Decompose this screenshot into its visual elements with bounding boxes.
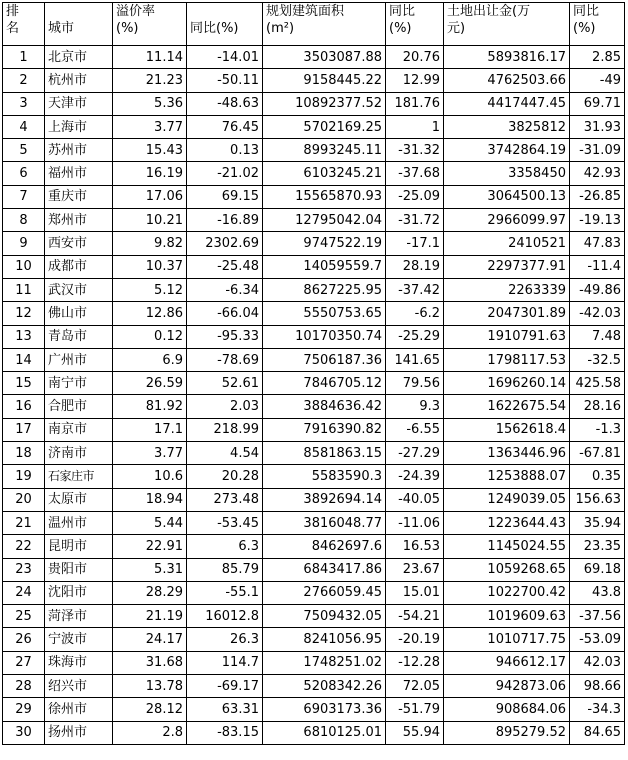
- premium-yoy-cell: 114.7: [187, 651, 263, 674]
- header-premium-rate: 溢价率 (%): [113, 3, 187, 46]
- city-cell: 天津市: [45, 92, 113, 115]
- table-row: [3, 698, 625, 721]
- revenue-yoy-cell: -32.5: [570, 348, 625, 371]
- revenue-yoy-cell: 2.85: [570, 46, 625, 69]
- premium-yoy-cell: 4.54: [187, 442, 263, 465]
- city-cell: 广州市: [45, 348, 113, 371]
- rank-cell: 8: [3, 209, 45, 232]
- planned-area-cell: 2766059.45: [263, 581, 386, 604]
- rank-cell: 27: [3, 651, 45, 674]
- table-row: [3, 395, 625, 418]
- area-yoy-cell: 72.05: [386, 675, 444, 698]
- area-yoy-cell: -6.55: [386, 418, 444, 441]
- land-revenue-cell: 2410521: [444, 232, 570, 255]
- city-cell: 北京市: [45, 46, 113, 69]
- area-yoy-cell: -20.19: [386, 628, 444, 651]
- area-yoy-cell: -6.2: [386, 302, 444, 325]
- land-revenue-cell: 942873.06: [444, 675, 570, 698]
- rank-cell: 21: [3, 511, 45, 534]
- table-row: [3, 209, 625, 232]
- revenue-yoy-cell: -11.4: [570, 255, 625, 278]
- land-revenue-cell: 3358450: [444, 162, 570, 185]
- rank-cell: 2: [3, 69, 45, 92]
- revenue-yoy-cell: -37.56: [570, 605, 625, 628]
- table-row: [3, 605, 625, 628]
- premium-yoy-cell: 16012.8: [187, 605, 263, 628]
- table-row: [3, 278, 625, 301]
- land-revenue-cell: 1145024.55: [444, 535, 570, 558]
- land-ranking-table: [2, 2, 625, 745]
- table-row: [3, 302, 625, 325]
- planned-area-cell: 8462697.6: [263, 535, 386, 558]
- rank-cell: 9: [3, 232, 45, 255]
- revenue-yoy-cell: 98.66: [570, 675, 625, 698]
- premium-rate-cell: 21.19: [113, 605, 187, 628]
- rank-cell: 18: [3, 442, 45, 465]
- city-cell: 温州市: [45, 511, 113, 534]
- area-yoy-cell: -11.06: [386, 511, 444, 534]
- rank-cell: 15: [3, 372, 45, 395]
- revenue-yoy-cell: 84.65: [570, 721, 625, 744]
- table-row: [3, 325, 625, 348]
- area-yoy-cell: 141.65: [386, 348, 444, 371]
- revenue-yoy-cell: -42.03: [570, 302, 625, 325]
- rank-cell: 13: [3, 325, 45, 348]
- revenue-yoy-cell: 7.48: [570, 325, 625, 348]
- premium-yoy-cell: 273.48: [187, 488, 263, 511]
- revenue-yoy-cell: 31.93: [570, 115, 625, 138]
- premium-yoy-cell: 76.45: [187, 115, 263, 138]
- premium-yoy-cell: 0.13: [187, 139, 263, 162]
- table-row: [3, 348, 625, 371]
- planned-area-cell: 10892377.52: [263, 92, 386, 115]
- premium-yoy-cell: -78.69: [187, 348, 263, 371]
- area-yoy-cell: -12.28: [386, 651, 444, 674]
- table-row: [3, 372, 625, 395]
- premium-yoy-cell: -53.45: [187, 511, 263, 534]
- land-revenue-cell: 1253888.07: [444, 465, 570, 488]
- land-revenue-cell: 5893816.17: [444, 46, 570, 69]
- area-yoy-cell: -40.05: [386, 488, 444, 511]
- revenue-yoy-cell: 69.71: [570, 92, 625, 115]
- revenue-yoy-cell: 47.83: [570, 232, 625, 255]
- rank-cell: 1: [3, 46, 45, 69]
- planned-area-cell: 3816048.77: [263, 511, 386, 534]
- premium-rate-cell: 10.6: [113, 465, 187, 488]
- premium-yoy-cell: 218.99: [187, 418, 263, 441]
- premium-rate-cell: 10.37: [113, 255, 187, 278]
- header-rank: 排 名: [3, 3, 45, 46]
- premium-rate-cell: 2.8: [113, 721, 187, 744]
- rank-cell: 19: [3, 465, 45, 488]
- table-row: [3, 232, 625, 255]
- table-row: [3, 535, 625, 558]
- premium-yoy-cell: -55.1: [187, 581, 263, 604]
- table-row: [3, 255, 625, 278]
- table-row: [3, 185, 625, 208]
- land-revenue-cell: 908684.06: [444, 698, 570, 721]
- revenue-yoy-cell: -19.13: [570, 209, 625, 232]
- area-yoy-cell: 16.53: [386, 535, 444, 558]
- header-city: 城市: [45, 3, 113, 46]
- planned-area-cell: 10170350.74: [263, 325, 386, 348]
- table-row: [3, 69, 625, 92]
- planned-area-cell: 8241056.95: [263, 628, 386, 651]
- premium-rate-cell: 15.43: [113, 139, 187, 162]
- premium-rate-cell: 13.78: [113, 675, 187, 698]
- table-row: [3, 675, 625, 698]
- header-row: [3, 3, 625, 46]
- planned-area-cell: 6103245.21: [263, 162, 386, 185]
- city-cell: 成都市: [45, 255, 113, 278]
- rank-cell: 10: [3, 255, 45, 278]
- area-yoy-cell: -25.29: [386, 325, 444, 348]
- city-cell: 杭州市: [45, 69, 113, 92]
- rank-cell: 29: [3, 698, 45, 721]
- premium-rate-cell: 21.23: [113, 69, 187, 92]
- revenue-yoy-cell: -31.09: [570, 139, 625, 162]
- revenue-yoy-cell: 425.58: [570, 372, 625, 395]
- city-cell: 徐州市: [45, 698, 113, 721]
- rank-cell: 7: [3, 185, 45, 208]
- area-yoy-cell: -31.32: [386, 139, 444, 162]
- land-revenue-cell: 1798117.53: [444, 348, 570, 371]
- city-cell: 青岛市: [45, 325, 113, 348]
- premium-rate-cell: 5.12: [113, 278, 187, 301]
- area-yoy-cell: 23.67: [386, 558, 444, 581]
- land-revenue-cell: 1910791.63: [444, 325, 570, 348]
- premium-rate-cell: 12.86: [113, 302, 187, 325]
- revenue-yoy-cell: 69.18: [570, 558, 625, 581]
- planned-area-cell: 8993245.11: [263, 139, 386, 162]
- rank-cell: 28: [3, 675, 45, 698]
- revenue-yoy-cell: 42.03: [570, 651, 625, 674]
- rank-cell: 12: [3, 302, 45, 325]
- city-cell: 郑州市: [45, 209, 113, 232]
- header-planned-area: 规划建筑面积 (m²): [263, 3, 386, 46]
- planned-area-cell: 3884636.42: [263, 395, 386, 418]
- header-premium-yoy: 同比(%): [187, 3, 263, 46]
- area-yoy-cell: -51.79: [386, 698, 444, 721]
- planned-area-cell: 3892694.14: [263, 488, 386, 511]
- rank-cell: 23: [3, 558, 45, 581]
- header-revenue-yoy: 同比 (%): [570, 3, 625, 46]
- premium-rate-cell: 28.29: [113, 581, 187, 604]
- rank-cell: 24: [3, 581, 45, 604]
- premium-rate-cell: 6.9: [113, 348, 187, 371]
- city-cell: 苏州市: [45, 139, 113, 162]
- premium-rate-cell: 9.82: [113, 232, 187, 255]
- premium-rate-cell: 11.14: [113, 46, 187, 69]
- land-revenue-cell: 3825812: [444, 115, 570, 138]
- planned-area-cell: 6903173.36: [263, 698, 386, 721]
- revenue-yoy-cell: -34.3: [570, 698, 625, 721]
- land-revenue-cell: 3742864.19: [444, 139, 570, 162]
- land-revenue-cell: 1363446.96: [444, 442, 570, 465]
- revenue-yoy-cell: -26.85: [570, 185, 625, 208]
- premium-yoy-cell: -66.04: [187, 302, 263, 325]
- premium-yoy-cell: 52.61: [187, 372, 263, 395]
- premium-rate-cell: 81.92: [113, 395, 187, 418]
- premium-rate-cell: 17.1: [113, 418, 187, 441]
- city-cell: 珠海市: [45, 651, 113, 674]
- planned-area-cell: 7509432.05: [263, 605, 386, 628]
- city-cell: 武汉市: [45, 278, 113, 301]
- rank-cell: 16: [3, 395, 45, 418]
- planned-area-cell: 5550753.65: [263, 302, 386, 325]
- table-row: [3, 115, 625, 138]
- land-revenue-cell: 2297377.91: [444, 255, 570, 278]
- area-yoy-cell: 20.76: [386, 46, 444, 69]
- land-revenue-cell: 1622675.54: [444, 395, 570, 418]
- city-cell: 重庆市: [45, 185, 113, 208]
- premium-yoy-cell: 6.3: [187, 535, 263, 558]
- premium-rate-cell: 31.68: [113, 651, 187, 674]
- revenue-yoy-cell: -1.3: [570, 418, 625, 441]
- land-revenue-cell: 895279.52: [444, 721, 570, 744]
- premium-yoy-cell: -48.63: [187, 92, 263, 115]
- city-cell: 福州市: [45, 162, 113, 185]
- planned-area-cell: 8581863.15: [263, 442, 386, 465]
- city-cell: 济南市: [45, 442, 113, 465]
- premium-yoy-cell: -69.17: [187, 675, 263, 698]
- table-row: [3, 488, 625, 511]
- premium-yoy-cell: 2302.69: [187, 232, 263, 255]
- planned-area-cell: 14059559.7: [263, 255, 386, 278]
- premium-yoy-cell: 26.3: [187, 628, 263, 651]
- planned-area-cell: 8627225.95: [263, 278, 386, 301]
- table-row: [3, 511, 625, 534]
- area-yoy-cell: 15.01: [386, 581, 444, 604]
- land-revenue-cell: 3064500.13: [444, 185, 570, 208]
- area-yoy-cell: -27.29: [386, 442, 444, 465]
- premium-yoy-cell: -16.89: [187, 209, 263, 232]
- land-revenue-cell: 2966099.97: [444, 209, 570, 232]
- table-row: [3, 418, 625, 441]
- city-cell: 扬州市: [45, 721, 113, 744]
- revenue-yoy-cell: 23.35: [570, 535, 625, 558]
- area-yoy-cell: 28.19: [386, 255, 444, 278]
- revenue-yoy-cell: -49: [570, 69, 625, 92]
- area-yoy-cell: 9.3: [386, 395, 444, 418]
- premium-yoy-cell: -14.01: [187, 46, 263, 69]
- revenue-yoy-cell: 156.63: [570, 488, 625, 511]
- table-row: [3, 442, 625, 465]
- land-revenue-cell: 1019609.63: [444, 605, 570, 628]
- city-cell: 贵阳市: [45, 558, 113, 581]
- area-yoy-cell: -25.09: [386, 185, 444, 208]
- land-revenue-cell: 1059268.65: [444, 558, 570, 581]
- revenue-yoy-cell: -67.81: [570, 442, 625, 465]
- city-cell: 南宁市: [45, 372, 113, 395]
- area-yoy-cell: 1: [386, 115, 444, 138]
- table-row: [3, 162, 625, 185]
- table-row: [3, 628, 625, 651]
- area-yoy-cell: 181.76: [386, 92, 444, 115]
- planned-area-cell: 3503087.88: [263, 46, 386, 69]
- city-cell: 石家庄市: [45, 465, 113, 488]
- planned-area-cell: 9747522.19: [263, 232, 386, 255]
- planned-area-cell: 12795042.04: [263, 209, 386, 232]
- city-cell: 合肥市: [45, 395, 113, 418]
- rank-cell: 14: [3, 348, 45, 371]
- table-row: [3, 721, 625, 744]
- revenue-yoy-cell: -49.86: [570, 278, 625, 301]
- rank-cell: 5: [3, 139, 45, 162]
- planned-area-cell: 9158445.22: [263, 69, 386, 92]
- premium-yoy-cell: 63.31: [187, 698, 263, 721]
- rank-cell: 22: [3, 535, 45, 558]
- revenue-yoy-cell: -53.09: [570, 628, 625, 651]
- premium-yoy-cell: 85.79: [187, 558, 263, 581]
- table-row: [3, 581, 625, 604]
- city-cell: 上海市: [45, 115, 113, 138]
- premium-yoy-cell: -95.33: [187, 325, 263, 348]
- area-yoy-cell: 12.99: [386, 69, 444, 92]
- planned-area-cell: 5583590.3: [263, 465, 386, 488]
- planned-area-cell: 7506187.36: [263, 348, 386, 371]
- city-cell: 宁波市: [45, 628, 113, 651]
- land-revenue-cell: 1562618.4: [444, 418, 570, 441]
- planned-area-cell: 15565870.93: [263, 185, 386, 208]
- area-yoy-cell: -37.68: [386, 162, 444, 185]
- table-row: [3, 651, 625, 674]
- premium-rate-cell: 5.44: [113, 511, 187, 534]
- land-revenue-cell: 946612.17: [444, 651, 570, 674]
- rank-cell: 6: [3, 162, 45, 185]
- table-body: [3, 46, 625, 745]
- area-yoy-cell: -37.42: [386, 278, 444, 301]
- land-revenue-cell: 1010717.75: [444, 628, 570, 651]
- header-land-revenue: 土地出让金(万 元): [444, 3, 570, 46]
- premium-yoy-cell: -21.02: [187, 162, 263, 185]
- premium-rate-cell: 18.94: [113, 488, 187, 511]
- rank-cell: 20: [3, 488, 45, 511]
- area-yoy-cell: -54.21: [386, 605, 444, 628]
- premium-rate-cell: 22.91: [113, 535, 187, 558]
- city-cell: 太原市: [45, 488, 113, 511]
- rank-cell: 17: [3, 418, 45, 441]
- land-revenue-cell: 2263339: [444, 278, 570, 301]
- rank-cell: 4: [3, 115, 45, 138]
- revenue-yoy-cell: 42.93: [570, 162, 625, 185]
- revenue-yoy-cell: 35.94: [570, 511, 625, 534]
- city-cell: 西安市: [45, 232, 113, 255]
- table-row: [3, 46, 625, 69]
- land-revenue-cell: 2047301.89: [444, 302, 570, 325]
- premium-rate-cell: 26.59: [113, 372, 187, 395]
- area-yoy-cell: -31.72: [386, 209, 444, 232]
- city-cell: 绍兴市: [45, 675, 113, 698]
- planned-area-cell: 5208342.26: [263, 675, 386, 698]
- table-row: [3, 139, 625, 162]
- land-revenue-cell: 1249039.05: [444, 488, 570, 511]
- table-row: [3, 92, 625, 115]
- planned-area-cell: 1748251.02: [263, 651, 386, 674]
- revenue-yoy-cell: 28.16: [570, 395, 625, 418]
- premium-rate-cell: 0.12: [113, 325, 187, 348]
- land-revenue-cell: 1022700.42: [444, 581, 570, 604]
- rank-cell: 11: [3, 278, 45, 301]
- header-area-yoy: 同比 (%): [386, 3, 444, 46]
- planned-area-cell: 6810125.01: [263, 721, 386, 744]
- area-yoy-cell: -17.1: [386, 232, 444, 255]
- land-revenue-cell: 4762503.66: [444, 69, 570, 92]
- planned-area-cell: 7846705.12: [263, 372, 386, 395]
- premium-yoy-cell: 20.28: [187, 465, 263, 488]
- rank-cell: 25: [3, 605, 45, 628]
- planned-area-cell: 7916390.82: [263, 418, 386, 441]
- premium-yoy-cell: -25.48: [187, 255, 263, 278]
- premium-rate-cell: 3.77: [113, 115, 187, 138]
- city-cell: 菏泽市: [45, 605, 113, 628]
- rank-cell: 30: [3, 721, 45, 744]
- table-row: [3, 465, 625, 488]
- land-revenue-cell: 1223644.43: [444, 511, 570, 534]
- rank-cell: 3: [3, 92, 45, 115]
- premium-rate-cell: 24.17: [113, 628, 187, 651]
- premium-rate-cell: 5.31: [113, 558, 187, 581]
- premium-yoy-cell: -50.11: [187, 69, 263, 92]
- area-yoy-cell: 55.94: [386, 721, 444, 744]
- city-cell: 南京市: [45, 418, 113, 441]
- area-yoy-cell: 79.56: [386, 372, 444, 395]
- land-revenue-cell: 1696260.14: [444, 372, 570, 395]
- premium-rate-cell: 17.06: [113, 185, 187, 208]
- city-cell: 佛山市: [45, 302, 113, 325]
- area-yoy-cell: -24.39: [386, 465, 444, 488]
- premium-rate-cell: 3.77: [113, 442, 187, 465]
- premium-yoy-cell: 69.15: [187, 185, 263, 208]
- premium-yoy-cell: 2.03: [187, 395, 263, 418]
- revenue-yoy-cell: 0.35: [570, 465, 625, 488]
- planned-area-cell: 5702169.25: [263, 115, 386, 138]
- revenue-yoy-cell: 43.8: [570, 581, 625, 604]
- premium-yoy-cell: -6.34: [187, 278, 263, 301]
- premium-yoy-cell: -83.15: [187, 721, 263, 744]
- premium-rate-cell: 10.21: [113, 209, 187, 232]
- planned-area-cell: 6843417.86: [263, 558, 386, 581]
- rank-cell: 26: [3, 628, 45, 651]
- land-revenue-cell: 4417447.45: [444, 92, 570, 115]
- city-cell: 昆明市: [45, 535, 113, 558]
- premium-rate-cell: 16.19: [113, 162, 187, 185]
- premium-rate-cell: 5.36: [113, 92, 187, 115]
- city-cell: 沈阳市: [45, 581, 113, 604]
- premium-rate-cell: 28.12: [113, 698, 187, 721]
- table-row: [3, 558, 625, 581]
